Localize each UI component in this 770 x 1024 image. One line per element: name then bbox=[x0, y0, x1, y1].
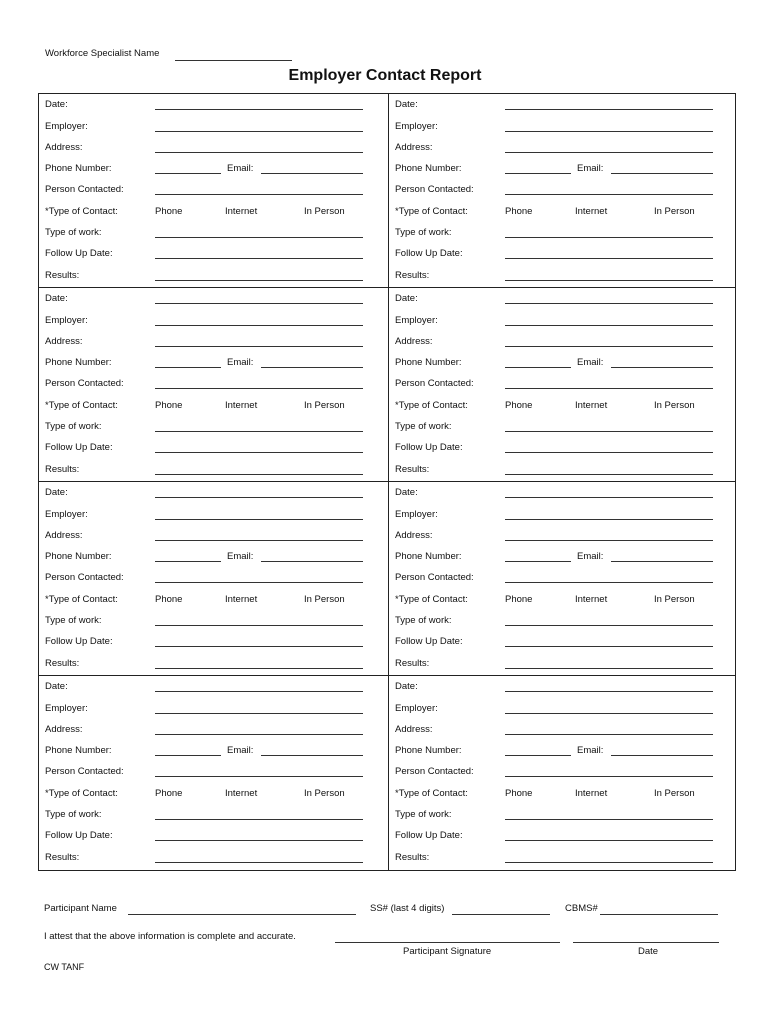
address-label: Address: bbox=[45, 530, 83, 541]
phone-label: Phone Number: bbox=[395, 163, 462, 174]
field-row-type-contact bbox=[395, 399, 725, 413]
field-row-follow-up bbox=[45, 247, 375, 261]
field-row-results bbox=[45, 269, 375, 283]
email-label: Email: bbox=[577, 163, 604, 174]
contact-option-internet[interactable]: Internet bbox=[225, 788, 258, 799]
contact-block bbox=[389, 482, 735, 676]
phone-input[interactable] bbox=[155, 173, 221, 174]
employer-label: Employer: bbox=[45, 121, 88, 132]
contact-option-in-person[interactable]: In Person bbox=[304, 788, 345, 799]
email-input[interactable] bbox=[261, 367, 363, 368]
phone-label: Phone Number: bbox=[395, 551, 462, 562]
participant-name-label: Participant Name bbox=[44, 903, 117, 914]
email-label: Email: bbox=[577, 357, 604, 368]
type-contact-label: *Type of Contact: bbox=[395, 788, 468, 799]
employer-label: Employer: bbox=[395, 703, 438, 714]
type-contact-label: *Type of Contact: bbox=[395, 400, 468, 411]
field-row-employer bbox=[45, 120, 375, 134]
address-label: Address: bbox=[395, 336, 433, 347]
results-input[interactable] bbox=[155, 474, 363, 475]
person-label: Person Contacted: bbox=[395, 766, 474, 777]
field-row-employer bbox=[45, 702, 375, 716]
ss-field[interactable] bbox=[452, 914, 550, 915]
date-label: Date: bbox=[395, 293, 418, 304]
address-input[interactable] bbox=[505, 734, 713, 735]
contact-option-internet[interactable]: Internet bbox=[575, 594, 608, 605]
address-input[interactable] bbox=[505, 152, 713, 153]
employer-input[interactable] bbox=[505, 325, 713, 326]
employer-input[interactable] bbox=[155, 713, 363, 714]
person-label: Person Contacted: bbox=[395, 378, 474, 389]
results-label: Results: bbox=[395, 658, 430, 669]
field-row-person bbox=[395, 377, 725, 391]
phone-input[interactable] bbox=[155, 755, 221, 756]
person-input[interactable] bbox=[505, 582, 713, 583]
address-input[interactable] bbox=[155, 152, 363, 153]
field-row-address bbox=[395, 723, 725, 737]
contact-option-internet[interactable]: Internet bbox=[225, 594, 258, 605]
phone-label: Phone Number: bbox=[395, 357, 462, 368]
field-row-results bbox=[45, 463, 375, 477]
contact-option-internet[interactable]: Internet bbox=[575, 206, 608, 217]
address-label: Address: bbox=[45, 336, 83, 347]
page-title: Employer Contact Report bbox=[288, 67, 482, 84]
contact-option-in-person[interactable]: In Person bbox=[654, 400, 695, 411]
type-work-label: Type of work: bbox=[45, 615, 102, 626]
employer-label: Employer: bbox=[45, 315, 88, 326]
field-row-date bbox=[45, 98, 375, 112]
field-row-person bbox=[395, 765, 725, 779]
person-input[interactable] bbox=[505, 388, 713, 389]
contact-block bbox=[389, 94, 735, 288]
email-input[interactable] bbox=[261, 755, 363, 756]
employer-input[interactable] bbox=[505, 131, 713, 132]
date-label: Date bbox=[638, 946, 659, 957]
email-input[interactable] bbox=[611, 755, 713, 756]
field-row-phone bbox=[395, 162, 725, 176]
date-label: Date: bbox=[45, 99, 68, 110]
field-row-address bbox=[395, 335, 725, 349]
contact-option-in-person[interactable]: In Person bbox=[654, 206, 695, 217]
contact-option-internet[interactable]: Internet bbox=[575, 400, 608, 411]
employer-input[interactable] bbox=[155, 519, 363, 520]
field-row-results bbox=[45, 851, 375, 865]
address-label: Address: bbox=[45, 142, 83, 153]
email-input[interactable] bbox=[611, 367, 713, 368]
follow-up-label: Follow Up Date: bbox=[45, 442, 113, 453]
field-row-address bbox=[395, 529, 725, 543]
type-work-label: Type of work: bbox=[45, 809, 102, 820]
address-input[interactable] bbox=[505, 540, 713, 541]
phone-input[interactable] bbox=[505, 173, 571, 174]
date-input[interactable] bbox=[155, 303, 363, 304]
contact-block bbox=[39, 676, 389, 870]
contact-option-phone[interactable]: Phone bbox=[505, 400, 533, 411]
ss-label: SS# (last 4 digits) bbox=[370, 903, 445, 914]
field-row-follow-up bbox=[395, 247, 725, 261]
contact-option-in-person[interactable]: In Person bbox=[654, 594, 695, 605]
field-row-person bbox=[45, 765, 375, 779]
follow-up-input[interactable] bbox=[505, 258, 713, 259]
field-row-date bbox=[395, 98, 725, 112]
field-row-type-work bbox=[395, 420, 725, 434]
phone-label: Phone Number: bbox=[45, 163, 112, 174]
field-row-person bbox=[395, 183, 725, 197]
contact-option-phone[interactable]: Phone bbox=[505, 788, 533, 799]
address-label: Address: bbox=[395, 530, 433, 541]
field-row-type-contact bbox=[45, 205, 375, 219]
follow-up-label: Follow Up Date: bbox=[45, 830, 113, 841]
contact-option-phone[interactable]: Phone bbox=[505, 206, 533, 217]
email-label: Email: bbox=[227, 357, 254, 368]
field-row-date bbox=[45, 680, 375, 694]
email-label: Email: bbox=[577, 745, 604, 756]
address-input[interactable] bbox=[155, 540, 363, 541]
contact-option-phone[interactable]: Phone bbox=[505, 594, 533, 605]
phone-label: Phone Number: bbox=[45, 745, 112, 756]
results-label: Results: bbox=[45, 658, 80, 669]
date-label: Date: bbox=[45, 487, 68, 498]
field-row-date bbox=[45, 486, 375, 500]
type-work-label: Type of work: bbox=[395, 227, 452, 238]
field-row-address bbox=[45, 723, 375, 737]
results-input[interactable] bbox=[155, 280, 363, 281]
field-row-follow-up bbox=[395, 441, 725, 455]
field-row-type-work bbox=[395, 614, 725, 628]
results-label: Results: bbox=[45, 270, 80, 281]
field-row-employer bbox=[395, 314, 725, 328]
field-row-date bbox=[395, 292, 725, 306]
address-label: Address: bbox=[395, 724, 433, 735]
follow-up-input[interactable] bbox=[505, 452, 713, 453]
employer-input[interactable] bbox=[505, 713, 713, 714]
type-contact-label: *Type of Contact: bbox=[45, 206, 118, 217]
field-row-type-work bbox=[45, 420, 375, 434]
person-input[interactable] bbox=[505, 194, 713, 195]
signature-date-field[interactable] bbox=[573, 942, 719, 943]
follow-up-label: Follow Up Date: bbox=[395, 248, 463, 259]
field-row-person bbox=[45, 571, 375, 585]
date-input[interactable] bbox=[155, 497, 363, 498]
type-work-input[interactable] bbox=[505, 625, 713, 626]
field-row-type-contact bbox=[45, 787, 375, 801]
address-label: Address: bbox=[45, 724, 83, 735]
phone-label: Phone Number: bbox=[45, 551, 112, 562]
field-row-employer bbox=[395, 702, 725, 716]
employer-label: Employer: bbox=[45, 703, 88, 714]
employer-input[interactable] bbox=[155, 325, 363, 326]
field-row-phone bbox=[395, 356, 725, 370]
field-row-type-work bbox=[395, 808, 725, 822]
employer-label: Employer: bbox=[395, 315, 438, 326]
field-row-phone bbox=[395, 744, 725, 758]
field-row-address bbox=[45, 141, 375, 155]
address-input[interactable] bbox=[155, 734, 363, 735]
results-label: Results: bbox=[45, 464, 80, 475]
results-label: Results: bbox=[395, 852, 430, 863]
email-label: Email: bbox=[227, 163, 254, 174]
email-input[interactable] bbox=[611, 173, 713, 174]
field-row-type-contact bbox=[395, 593, 725, 607]
address-label: Address: bbox=[395, 142, 433, 153]
signature-label: Participant Signature bbox=[403, 946, 492, 957]
field-row-follow-up bbox=[45, 829, 375, 843]
type-work-input[interactable] bbox=[155, 237, 363, 238]
contact-block bbox=[39, 94, 389, 288]
field-row-date bbox=[395, 680, 725, 694]
cbms-field[interactable] bbox=[600, 914, 718, 915]
field-row-results bbox=[395, 269, 725, 283]
signature-field[interactable] bbox=[335, 942, 560, 943]
date-input[interactable] bbox=[505, 303, 713, 304]
results-input[interactable] bbox=[155, 862, 363, 863]
person-input[interactable] bbox=[155, 582, 363, 583]
field-row-phone bbox=[45, 550, 375, 564]
employer-label: Employer: bbox=[45, 509, 88, 520]
follow-up-label: Follow Up Date: bbox=[395, 442, 463, 453]
field-row-employer bbox=[45, 508, 375, 522]
date-label: Date: bbox=[395, 99, 418, 110]
field-row-type-contact bbox=[45, 399, 375, 413]
field-row-employer bbox=[45, 314, 375, 328]
field-row-type-work bbox=[45, 614, 375, 628]
type-work-label: Type of work: bbox=[45, 421, 102, 432]
follow-up-label: Follow Up Date: bbox=[45, 636, 113, 647]
contact-option-phone[interactable]: Phone bbox=[155, 206, 183, 217]
phone-label: Phone Number: bbox=[395, 745, 462, 756]
field-row-date bbox=[45, 292, 375, 306]
person-label: Person Contacted: bbox=[395, 184, 474, 195]
follow-up-input[interactable] bbox=[155, 258, 363, 259]
type-contact-label: *Type of Contact: bbox=[395, 206, 468, 217]
type-contact-label: *Type of Contact: bbox=[45, 400, 118, 411]
date-input[interactable] bbox=[155, 691, 363, 692]
field-row-phone bbox=[395, 550, 725, 564]
type-work-input[interactable] bbox=[155, 819, 363, 820]
results-input[interactable] bbox=[155, 668, 363, 669]
type-work-label: Type of work: bbox=[395, 809, 452, 820]
follow-up-input[interactable] bbox=[155, 646, 363, 647]
field-row-type-work bbox=[45, 808, 375, 822]
phone-input[interactable] bbox=[505, 755, 571, 756]
employer-input[interactable] bbox=[155, 131, 363, 132]
contact-option-phone[interactable]: Phone bbox=[155, 788, 183, 799]
employer-label: Employer: bbox=[395, 121, 438, 132]
contact-option-in-person[interactable]: In Person bbox=[304, 400, 345, 411]
results-input[interactable] bbox=[505, 280, 713, 281]
follow-up-input[interactable] bbox=[155, 452, 363, 453]
follow-up-input[interactable] bbox=[505, 840, 713, 841]
date-input[interactable] bbox=[505, 497, 713, 498]
phone-input[interactable] bbox=[505, 367, 571, 368]
address-input[interactable] bbox=[505, 346, 713, 347]
person-label: Person Contacted: bbox=[395, 572, 474, 583]
contact-option-internet[interactable]: Internet bbox=[575, 788, 608, 799]
results-input[interactable] bbox=[505, 668, 713, 669]
phone-input[interactable] bbox=[505, 561, 571, 562]
person-label: Person Contacted: bbox=[45, 184, 124, 195]
type-work-label: Type of work: bbox=[395, 615, 452, 626]
contact-option-internet[interactable]: Internet bbox=[225, 206, 258, 217]
field-row-type-work bbox=[395, 226, 725, 240]
field-row-address bbox=[45, 529, 375, 543]
contact-option-phone[interactable]: Phone bbox=[155, 400, 183, 411]
person-label: Person Contacted: bbox=[45, 378, 124, 389]
type-contact-label: *Type of Contact: bbox=[45, 594, 118, 605]
results-input[interactable] bbox=[505, 474, 713, 475]
results-label: Results: bbox=[395, 464, 430, 475]
type-work-input[interactable] bbox=[505, 237, 713, 238]
specialist-name-row bbox=[45, 48, 159, 59]
contact-block bbox=[39, 288, 389, 482]
field-row-phone bbox=[45, 356, 375, 370]
field-row-follow-up bbox=[45, 635, 375, 649]
type-work-label: Type of work: bbox=[395, 421, 452, 432]
person-input[interactable] bbox=[155, 776, 363, 777]
email-label: Email: bbox=[227, 551, 254, 562]
contact-option-in-person[interactable]: In Person bbox=[304, 594, 345, 605]
type-work-input[interactable] bbox=[155, 431, 363, 432]
field-row-follow-up bbox=[395, 829, 725, 843]
field-row-follow-up bbox=[45, 441, 375, 455]
phone-input[interactable] bbox=[155, 561, 221, 562]
contact-grid bbox=[38, 93, 736, 871]
field-row-type-contact bbox=[395, 787, 725, 801]
employer-label: Employer: bbox=[395, 509, 438, 520]
results-label: Results: bbox=[45, 852, 80, 863]
email-input[interactable] bbox=[261, 561, 363, 562]
field-row-employer bbox=[395, 120, 725, 134]
field-row-results bbox=[395, 851, 725, 865]
contact-option-in-person[interactable]: In Person bbox=[304, 206, 345, 217]
contact-block bbox=[389, 288, 735, 482]
results-label: Results: bbox=[395, 270, 430, 281]
type-contact-label: *Type of Contact: bbox=[395, 594, 468, 605]
participant-name-field[interactable] bbox=[128, 914, 356, 915]
results-input[interactable] bbox=[505, 862, 713, 863]
contact-block bbox=[39, 482, 389, 676]
field-row-person bbox=[45, 183, 375, 197]
follow-up-input[interactable] bbox=[505, 646, 713, 647]
attest-text: I attest that the above information is complete and accurate. bbox=[44, 931, 296, 942]
field-row-follow-up bbox=[395, 635, 725, 649]
field-row-address bbox=[395, 141, 725, 155]
field-row-type-contact bbox=[395, 205, 725, 219]
person-label: Person Contacted: bbox=[45, 572, 124, 583]
contact-option-internet[interactable]: Internet bbox=[225, 400, 258, 411]
email-input[interactable] bbox=[261, 173, 363, 174]
address-input[interactable] bbox=[155, 346, 363, 347]
follow-up-label: Follow Up Date: bbox=[395, 636, 463, 647]
type-contact-label: *Type of Contact: bbox=[45, 788, 118, 799]
field-row-person bbox=[395, 571, 725, 585]
email-input[interactable] bbox=[611, 561, 713, 562]
field-row-employer bbox=[395, 508, 725, 522]
field-row-date bbox=[395, 486, 725, 500]
phone-input[interactable] bbox=[155, 367, 221, 368]
field-row-person bbox=[45, 377, 375, 391]
email-label: Email: bbox=[227, 745, 254, 756]
cbms-label: CBMS# bbox=[565, 903, 598, 914]
person-input[interactable] bbox=[505, 776, 713, 777]
specialist-name-label: Workforce Specialist Name bbox=[45, 48, 160, 59]
date-input[interactable] bbox=[505, 691, 713, 692]
person-input[interactable] bbox=[155, 194, 363, 195]
contact-option-in-person[interactable]: In Person bbox=[654, 788, 695, 799]
field-row-phone bbox=[45, 162, 375, 176]
contact-block bbox=[389, 676, 735, 870]
follow-up-input[interactable] bbox=[155, 840, 363, 841]
follow-up-label: Follow Up Date: bbox=[395, 830, 463, 841]
field-row-results bbox=[395, 657, 725, 671]
employer-input[interactable] bbox=[505, 519, 713, 520]
follow-up-label: Follow Up Date: bbox=[45, 248, 113, 259]
date-label: Date: bbox=[45, 293, 68, 304]
field-row-results bbox=[45, 657, 375, 671]
contact-option-phone[interactable]: Phone bbox=[155, 594, 183, 605]
field-row-phone bbox=[45, 744, 375, 758]
field-row-results bbox=[395, 463, 725, 477]
date-input[interactable] bbox=[505, 109, 713, 110]
person-input[interactable] bbox=[155, 388, 363, 389]
email-label: Email: bbox=[577, 551, 604, 562]
specialist-name-field[interactable] bbox=[175, 60, 292, 61]
field-row-type-work bbox=[45, 226, 375, 240]
date-label: Date: bbox=[395, 487, 418, 498]
phone-label: Phone Number: bbox=[45, 357, 112, 368]
date-label: Date: bbox=[45, 681, 68, 692]
type-work-label: Type of work: bbox=[45, 227, 102, 238]
type-work-input[interactable] bbox=[505, 819, 713, 820]
date-input[interactable] bbox=[155, 109, 363, 110]
person-label: Person Contacted: bbox=[45, 766, 124, 777]
form-code: CW TANF bbox=[44, 962, 85, 972]
date-label: Date: bbox=[395, 681, 418, 692]
type-work-input[interactable] bbox=[505, 431, 713, 432]
field-row-type-contact bbox=[45, 593, 375, 607]
field-row-address bbox=[45, 335, 375, 349]
type-work-input[interactable] bbox=[155, 625, 363, 626]
